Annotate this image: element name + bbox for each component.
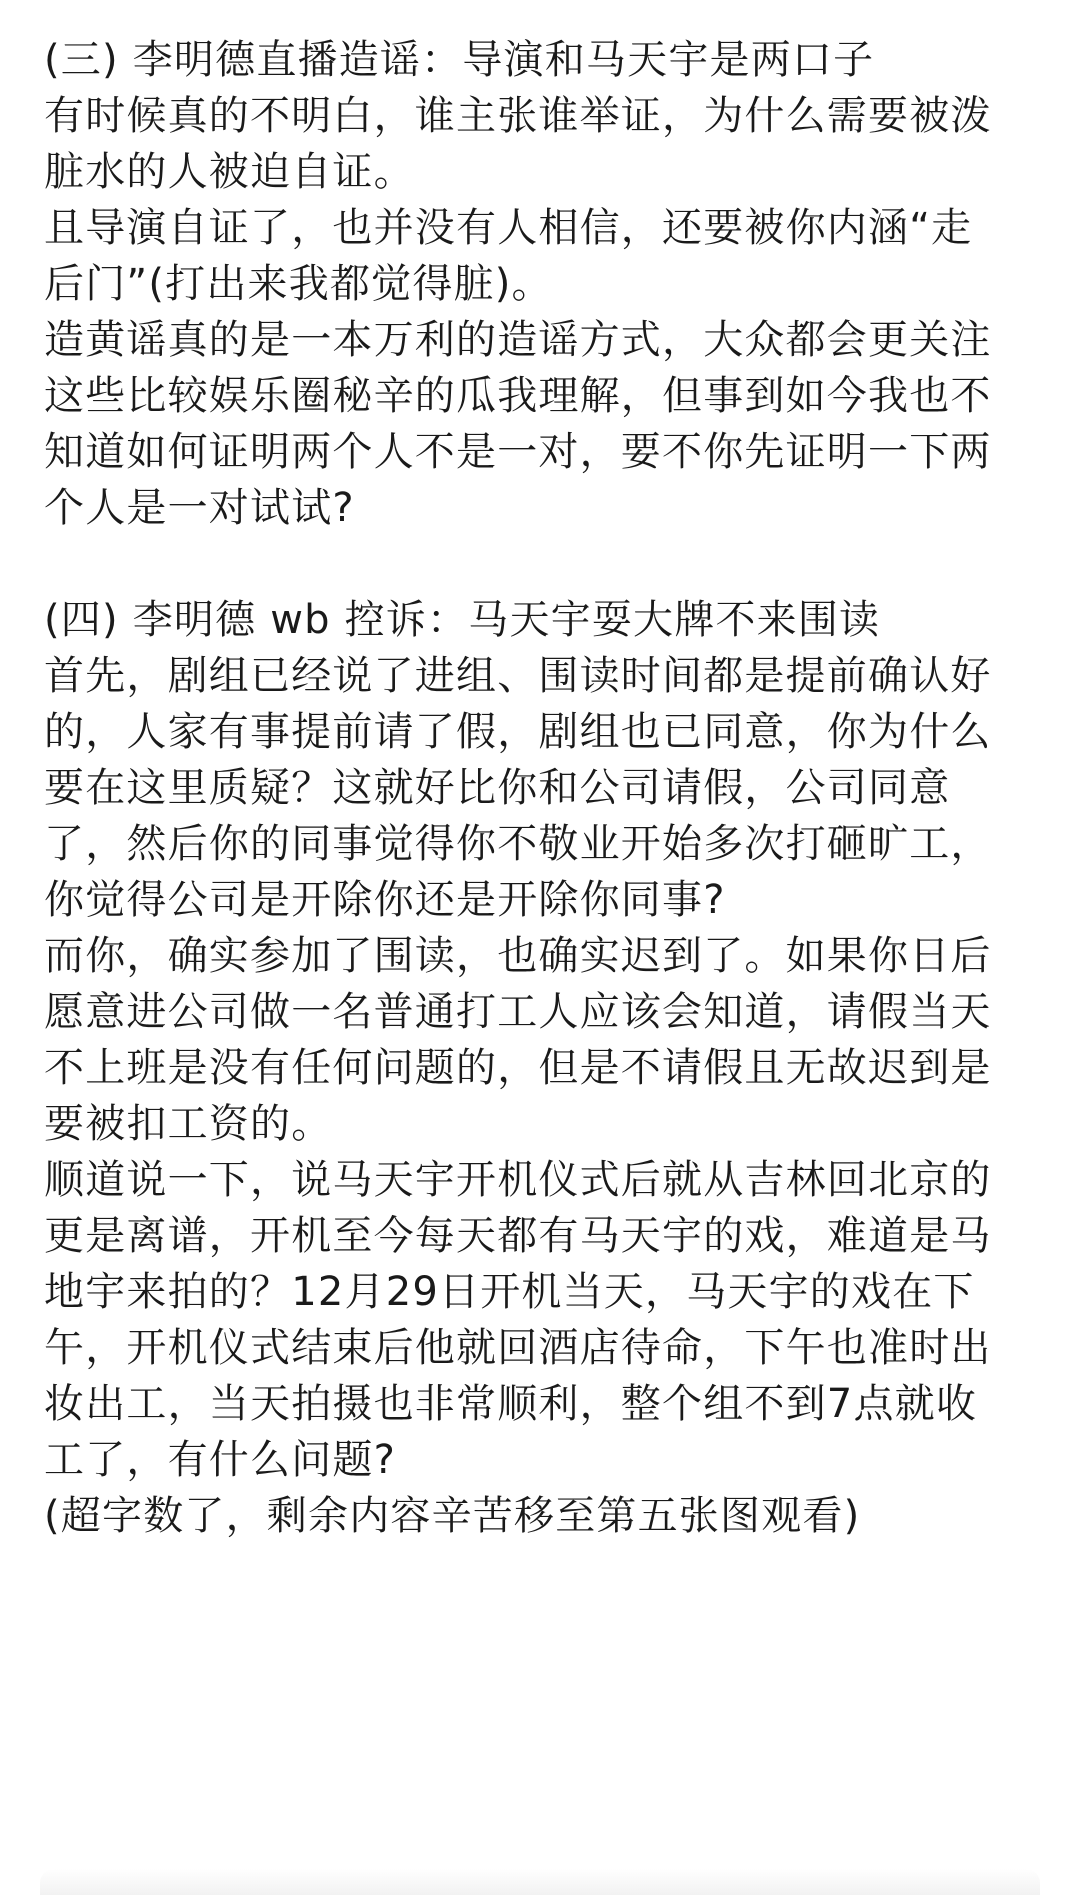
text-line: 顺道说一下，说马天宇开机仪式后就从吉林回北京的 <box>44 1157 992 1203</box>
text-line: 妆出工，当天拍摄也非常顺利，整个组不到7点就收 <box>44 1381 978 1427</box>
text-line: 你觉得公司是开除你还是开除你同事? <box>44 877 726 923</box>
text-line: 有时候真的不明白，谁主张谁举证，为什么需要被泼 <box>44 93 992 139</box>
text-line: 地宇来拍的？12月29日开机当天，马天宇的戏在下 <box>44 1269 975 1315</box>
section-3-heading: (三) 李明德直播造谣：导演和马天宇是两口子 <box>44 37 875 83</box>
text-line: 愿意进公司做一名普通打工人应该会知道，请假当天 <box>44 989 992 1035</box>
text-line: 要在这里质疑？这就好比你和公司请假，公司同意 <box>44 765 951 811</box>
text-line: 且导演自证了，也并没有人相信，还要被你内涵“走 <box>44 205 973 251</box>
text-line: 这些比较娱乐圈秘辛的瓜我理解，但事到如今我也不 <box>44 373 992 419</box>
text-line: 要被扣工资的。 <box>44 1101 333 1147</box>
text-line: 首先，剧组已经说了进组、围读时间都是提前确认好 <box>44 653 992 699</box>
text-line: 更是离谱，开机至今每天都有马天宇的戏，难道是马 <box>44 1213 992 1259</box>
text-line: 了，然后你的同事觉得你不敬业开始多次打砸旷工， <box>44 821 992 867</box>
bottom-card-edge <box>40 1869 1040 1895</box>
text-line: 午，开机仪式结束后他就回酒店待命，下午也准时出 <box>44 1325 992 1371</box>
text-line: 造黄谣真的是一本万利的造谣方式，大众都会更关注 <box>44 317 992 363</box>
text-line: 知道如何证明两个人不是一对，要不你先证明一下两 <box>44 429 992 475</box>
text-line: 工了，有什么问题? <box>44 1437 397 1483</box>
text-line: 后门”(打出来我都觉得脏)。 <box>44 261 553 307</box>
text-line: 脏水的人被迫自证。 <box>44 149 415 195</box>
text-line: 而你，确实参加了围读，也确实迟到了。如果你日后 <box>44 933 992 979</box>
continuation-note: (超字数了，剩余内容辛苦移至第五张图观看) <box>44 1493 861 1539</box>
text-line: 的，人家有事提前请了假，剧组也已同意，你为什么 <box>44 709 992 755</box>
text-line: 个人是一对试试? <box>44 485 355 531</box>
section-4-heading: (四) 李明德 wb 控诉：马天宇耍大牌不来围读 <box>44 597 881 643</box>
text-line: 不上班是没有任何问题的，但是不请假且无故迟到是 <box>44 1045 992 1091</box>
